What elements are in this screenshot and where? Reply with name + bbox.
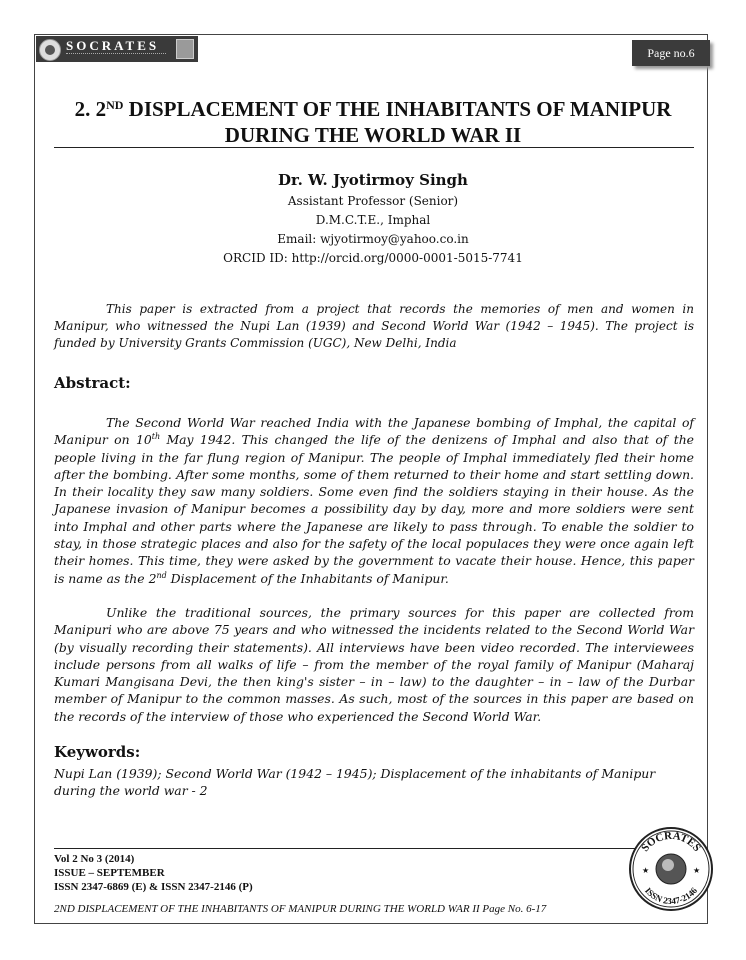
paper-title <box>40 92 706 148</box>
keywords-heading: Keywords: <box>54 743 141 761</box>
title-divider <box>54 147 694 148</box>
footer-info <box>54 852 253 894</box>
banner-subtitle-decoration <box>66 53 166 57</box>
author-block <box>40 168 706 268</box>
journal-logo-icon <box>39 39 61 61</box>
author-institution: D.M.C.T.E., Imphal <box>315 213 431 227</box>
journal-banner <box>36 36 198 62</box>
footer-issue: ISSUE – SEPTEMBER <box>54 867 165 879</box>
abstract-paragraph-1: The Second World War reached India with the Japanese bombing of Imphal, the capital of Manipur on 10th May 1942. This changed the life of the denizens of Imphal and also that of the people living in the far flung region of Manipur. The people of Imphal immediately fled their home after the bombing. After some months, some of them returned to their home and start settling down. In their locality they saw many soldiers. Some even find the soldiers staying in their house. As the Japanese invasion of Manipur becomes a possibility day by day, more and more soldiers were sent into Imphal and other parts where the Japanese are likely to pass through. To enable the soldier to stay, in those strategic places and also for the safety of the local populaces they were once again left their homes. This time, they were asked by the government to vacate their house. Hence, this paper is name as the 2nd Displacement of the Inhabitants of Manipur. <box>54 415 695 586</box>
banner-title: SOCRATES <box>66 38 160 53</box>
crest-icon <box>176 39 194 59</box>
page-number: Page no.6 <box>647 45 695 60</box>
footer-issn: ISSN 2347-6869 (E) & ISSN 2347-2146 (P) <box>54 881 253 893</box>
title-line-1: 2. 2ND DISPLACEMENT OF THE INHABITANTS OF MANIPUR <box>74 97 672 121</box>
title-line-2: DURING THE WORLD WAR II <box>224 123 522 147</box>
socrates-seal-icon <box>628 826 714 912</box>
seal-star-right: ★ <box>693 866 701 875</box>
seal-bottom-text: ISSN 2347-2146 <box>642 885 700 907</box>
seal-star-left: ★ <box>642 866 650 875</box>
author-position: Assistant Professor (Senior) <box>287 194 459 208</box>
seal-top-text: SOCRATES <box>639 829 703 855</box>
footer-volume: Vol 2 No 3 (2014) <box>54 853 135 865</box>
author-orcid[interactable]: ORCID ID: http://orcid.org/0000-0001-5015-7741 <box>223 251 523 265</box>
page-number-box <box>632 40 710 66</box>
footer-running-title: 2ND DISPLACEMENT OF THE INHABITANTS OF MANIPUR DURING THE WORLD WAR II Page No. 6-17 <box>54 903 547 915</box>
keywords-text: Nupi Lan (1939); Second World War (1942 – 1945); Displacement of the inhabitants of Manipur during the world war - 2 <box>54 766 656 799</box>
abstract-heading: Abstract: <box>54 374 131 392</box>
project-note: This paper is extracted from a project that records the memories of men and women in Manipur, who witnessed the Nupi Lan (1939) and Second World War (1942 – 1945). The project is funded by University Grants Commission (UGC), New Delhi, India <box>54 302 694 350</box>
author-email[interactable]: Email: wjyotirmoy@yahoo.co.in <box>277 232 469 246</box>
abstract-paragraph-2: Unlike the traditional sources, the primary sources for this paper are collected from Manipuri who are above 75 years and who witnessed the incidents related to the Second World War (by visually recording their statements). All interviews have been video recorded. The interviewees include persons from all walks of life – from the member of the royal family of Manipur (Maharaj Kumari Mangisana Devi, the then king's sister – in – law) to the daughter – in – law of the Durbar member of Manipur to the common masses. As such, most of the sources in this paper are based on the records of the interview of those who experienced the Second World War. <box>54 605 694 724</box>
footer-divider <box>54 848 694 849</box>
author-name: Dr. W. Jyotirmoy Singh <box>278 171 468 189</box>
